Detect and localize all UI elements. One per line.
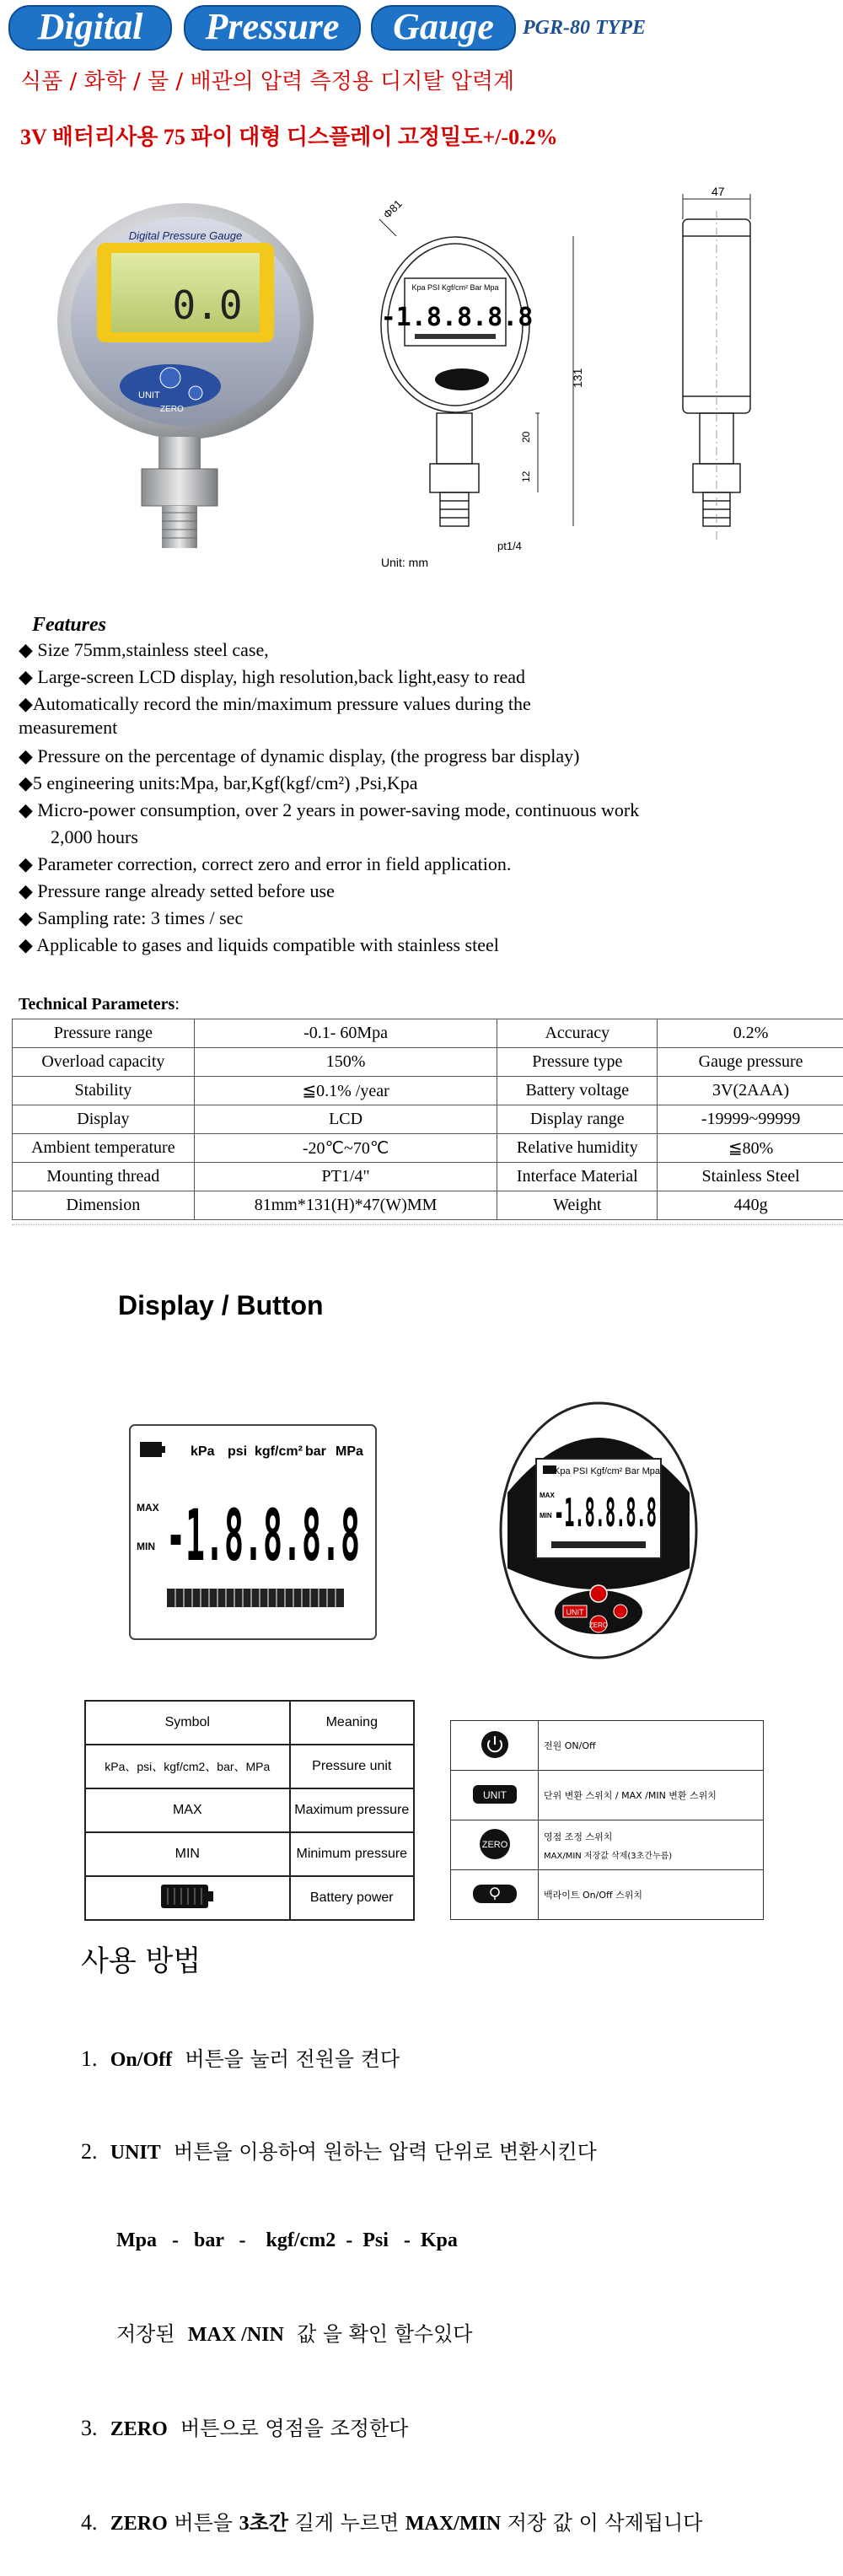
table-row: Mounting thread PT1/4" Interface Material Stainless Steel	[13, 1163, 843, 1191]
gauge-face-diagram	[497, 1400, 700, 1661]
feature-item: ◆5 engineering units:Mpa, bar,Kgf(kgf/cm²) ,Psi,Kpa	[19, 772, 418, 793]
lcd-min-label: MIN	[137, 1541, 155, 1552]
lcd-max-label: MAX	[137, 1502, 159, 1514]
model-label: PGR-80 TYPE	[523, 17, 646, 39]
table-row: Overload capacity 150% Pressure type Gauge pressure	[13, 1048, 843, 1077]
feature-item: measurement	[19, 717, 118, 738]
svg-text:ZERO: ZERO	[481, 1839, 507, 1850]
drawing-dim-12: 12	[520, 471, 532, 482]
usage-step-4: 4. ZERO 버튼을 3초간 길게 누르면 MAX/MIN 저장 값 이 삭제됩니다	[81, 2510, 703, 2535]
lcd-unit-mpa: MPa	[336, 1444, 363, 1459]
usage-units-line: Mpa - bar - kgf/cm2 - Psi - Kpa	[116, 2229, 458, 2251]
table-row: ZERO 영점 조정 스위치 MAX/MIN 저장값 삭제(3초간누름)	[451, 1820, 764, 1870]
feature-item: ◆ Pressure on the percentage of dynamic display, (the progress bar display)	[19, 745, 580, 766]
feature-item: ◆ Parameter correction, correct zero and error in field application.	[19, 853, 512, 874]
subtitle-line-2: 3V 배터리사용 75 파이 대형 디스플레이 고정밀도+/-0.2%	[20, 125, 558, 149]
usage-step-2: 2. UNIT 버튼을 이용하여 원하는 압력 단위로 변환시킨다	[81, 2139, 597, 2164]
product-photo	[51, 191, 354, 562]
progress-bar	[167, 1589, 344, 1607]
table-row: Display LCD Display range -19999~99999	[13, 1105, 843, 1134]
title-word-digital: Digital	[8, 5, 172, 51]
gauge-units-line: Kpa PSI Kgf/cm² Bar Mpa	[554, 1466, 660, 1476]
feature-item: 2,000 hours	[51, 826, 138, 847]
gauge-unit-button: UNIT	[566, 1608, 584, 1616]
divider	[12, 1224, 843, 1225]
feature-item: ◆ Applicable to gases and liquids compatible with stainless steel	[19, 934, 499, 955]
zero-button-icon	[478, 1827, 512, 1861]
lcd-digits: -1.8.8.8.8	[166, 1494, 360, 1577]
photo-zero-button: ZERO	[160, 405, 184, 414]
table-row: Symbol Meaning	[85, 1701, 414, 1745]
svg-text:UNIT: UNIT	[482, 1788, 507, 1801]
table-row: Ambient temperature -20℃~70℃ Relative humidity ≦80%	[13, 1134, 843, 1163]
table-row: Pressure range -0.1- 60Mpa Accuracy 0.2%	[13, 1019, 843, 1048]
drawing-height-label: 131	[571, 368, 584, 388]
drawing-dim-20: 20	[520, 431, 532, 443]
feature-item: ◆ Size 75mm,stainless steel case,	[19, 639, 269, 660]
photo-unit-button: UNIT	[138, 390, 160, 401]
table-row: MAX Maximum pressure	[85, 1788, 414, 1832]
lcd-unit-psi: psi	[228, 1444, 248, 1459]
feature-item: ◆ Large-screen LCD display, high resolution,back light,easy to read	[19, 666, 525, 687]
table-row: 백라이트 On/Off 스위치	[451, 1870, 764, 1920]
tech-table	[12, 1019, 843, 1220]
gauge-digits: -1.8.8.8.8	[554, 1490, 657, 1535]
subtitle-line-1: 식품 / 화학 / 물 / 배관의 압력 측정용 디지탈 압력계	[20, 69, 515, 94]
battery-icon	[158, 1881, 217, 1912]
lcd-segment-diagram	[128, 1423, 378, 1641]
usage-title: 사용 방법	[81, 1944, 201, 1978]
title-word-gauge: Gauge	[371, 5, 516, 51]
feature-item: ◆Automatically record the min/maximum pressure values during the	[19, 693, 531, 714]
unit-button-icon	[471, 1782, 518, 1807]
gauge-power-icon	[590, 1585, 607, 1602]
usage-step-3: 3. ZERO 버튼으로 영점을 조정한다	[81, 2416, 409, 2440]
table-row: kPa、psi、kgf/cm2、bar、MPa Pressure unit	[85, 1745, 414, 1788]
features-title: Features	[32, 614, 107, 636]
gauge-zero-button: ZERO	[588, 1621, 609, 1629]
button-table	[450, 1720, 764, 1920]
tech-title: Technical Parameters:	[19, 995, 180, 1014]
drawing-unit-label: Unit: mm	[381, 556, 428, 569]
usage-saved-line: 저장된 MAX /NIN 값 을 확인 할수있다	[116, 2322, 473, 2346]
drawing-units-line: Kpa PSI Kgf/cm² Bar Mpa	[411, 283, 499, 292]
table-row: Dimension 81mm*131(H)*47(W)MM Weight 440g	[13, 1191, 843, 1220]
photo-light-icon	[189, 386, 202, 400]
photo-power-icon	[160, 368, 180, 388]
battery-icon	[140, 1442, 162, 1457]
lcd-unit-bar: bar	[305, 1444, 326, 1459]
photo-lcd-value: 0.0	[172, 282, 243, 328]
table-row: UNIT 단위 변환 스위치 / MAX /MIN 변환 스위치	[451, 1771, 764, 1820]
table-row: Battery power	[85, 1876, 414, 1920]
drawing-thread-label: pt1/4	[497, 540, 522, 552]
feature-item: ◆ Micro-power consumption, over 2 years in power-saving mode, continuous work	[19, 799, 640, 820]
table-row: 전원 ON/Off	[451, 1721, 764, 1771]
gauge-max-label: MAX	[540, 1492, 555, 1499]
feature-item: ◆ Pressure range already setted before use	[19, 880, 335, 901]
drawing-digits: -1.8.8.8.8	[380, 303, 534, 332]
lcd-unit-kpa: kPa	[191, 1444, 215, 1459]
backlight-icon	[471, 1881, 518, 1906]
drawing-width-label: 47	[711, 186, 725, 198]
table-row: MIN Minimum pressure	[85, 1832, 414, 1876]
title-word-pressure: Pressure	[184, 5, 361, 51]
display-button-title: Display / Button	[118, 1290, 324, 1320]
feature-item: ◆ Sampling rate: 3 times / sec	[19, 907, 244, 928]
photo-brand-text: Digital Pressure Gauge	[128, 229, 243, 242]
drawing-diameter-label: Φ81	[380, 196, 405, 222]
table-row: Stability ≦0.1% /year Battery voltage 3V(2AAA)	[13, 1077, 843, 1105]
usage-step-1: 1. On/Off 버튼을 눌러 전원을 켠다	[81, 2046, 400, 2071]
power-icon	[480, 1729, 510, 1760]
symbol-table	[84, 1700, 415, 1921]
gauge-light-icon	[614, 1605, 627, 1618]
technical-drawing	[371, 186, 809, 582]
lcd-unit-kgf: kgf/cm²	[255, 1444, 303, 1459]
gauge-min-label: MIN	[540, 1512, 552, 1519]
